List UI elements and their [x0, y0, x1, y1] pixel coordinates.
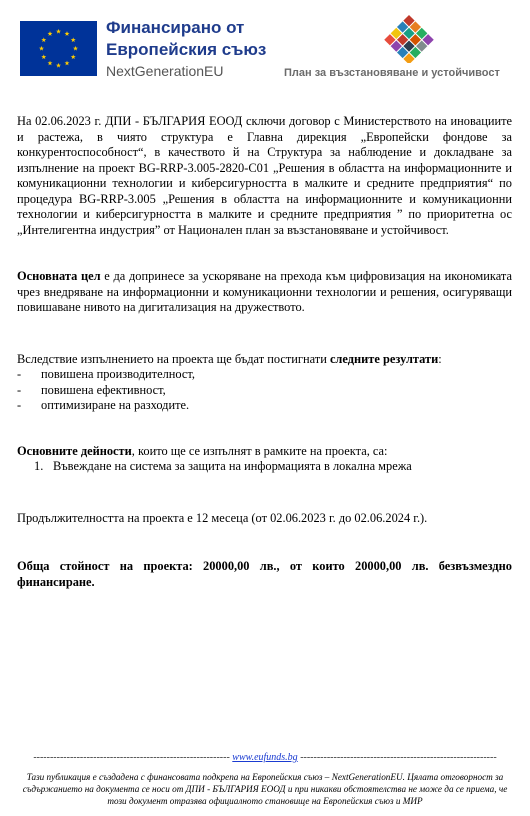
duration-paragraph: Продължителността на проекта е 12 месеца (от 02.06.2023 г. до 02.06.2024 г.). — [17, 510, 428, 525]
goal-text: е да допринесе за ускоряване на прехода към цифровизация на икономиката чрез внедряване на информационни и комуникационни технологии и решения, осигуряващи повишаване нивото на дигитализация на дружеството. — [17, 269, 512, 314]
footer-separator: ----------------------------------------------------------- www.eufunds.bg ----------------------------------------------------------- — [33, 752, 497, 763]
goal-paragraph — [17, 269, 512, 316]
page-header — [0, 0, 530, 95]
results-list — [17, 367, 512, 414]
eufunds-link[interactable]: www.eufunds.bg — [232, 752, 298, 763]
recovery-plan-caption: План за възстановяване и устойчивост — [284, 67, 500, 79]
total-value-paragraph: Обща стойност на проекта: 20000,00 лв., от които 20000,00 лв. безвъзмездно финансиране. — [17, 559, 512, 589]
eu-flag-icon — [20, 21, 97, 76]
list-item: - повишена производителност, — [17, 367, 195, 381]
activities-list — [17, 459, 512, 475]
list-item: - оптимизиране на разходите. — [17, 398, 190, 412]
eu-funding-line1: Финансирано от — [106, 18, 245, 37]
recovery-plan-logo-icon — [381, 13, 437, 63]
eu-funding-line2: Европейския съюз — [106, 40, 267, 59]
activities-lead: Основните дейности, които ще се изпълнят в рамките на проекта, са: — [17, 443, 388, 458]
next-generation-eu-label: NextGenerationEU — [106, 63, 224, 79]
intro-paragraph: На 02.06.2023 г. ДПИ - БЪЛГАРИЯ ЕООД сключи договор с Министерството на иновациите и растежа, в чиято структура е Главна дирекция „Европейски фондове за конкурентоспособност“, в качеството й на Структура за наблюдение и докладване за изпълнение на проект BG-RRP-3.005-2820-C01 „Решения в областта на информационните и комуникационни технологии и киберсигурността в малките и средните предприятия“ по процедура BG-RRP-3.005 „Решения в областта на информационните и комуникационни технологии и киберсигурността в малките и средните предприятия ” по приоритетна ос „Интелигентна индустрия” от Националeн план за възстановяване и устойчивост. — [17, 114, 512, 237]
results-lead: Вследствие изпълнението на проекта ще бъдат постигнати следните резултати: — [17, 351, 442, 366]
document-body — [17, 114, 512, 590]
activities-label: Основните дейности — [17, 443, 132, 458]
list-item: 1. Въвеждане на система за защита на информацията в локална мрежа — [34, 459, 412, 473]
footer-disclaimer: Тази публикация е създадена с финансовата подкрепа на Европейския съюз – NextGenerationEU. Цялата отговорност за съдържанието на документа се носи от ДПИ - БЪЛГАРИЯ ЕООД и при никакви обстоятелства не може да се приема, че този документ отразява официалното становище на Европейския съюз и МИР — [22, 772, 508, 806]
list-item: - повишена ефективност, — [17, 382, 166, 397]
results-label: следните резултати — [329, 351, 439, 366]
goal-label: Основната цел — [17, 269, 101, 283]
